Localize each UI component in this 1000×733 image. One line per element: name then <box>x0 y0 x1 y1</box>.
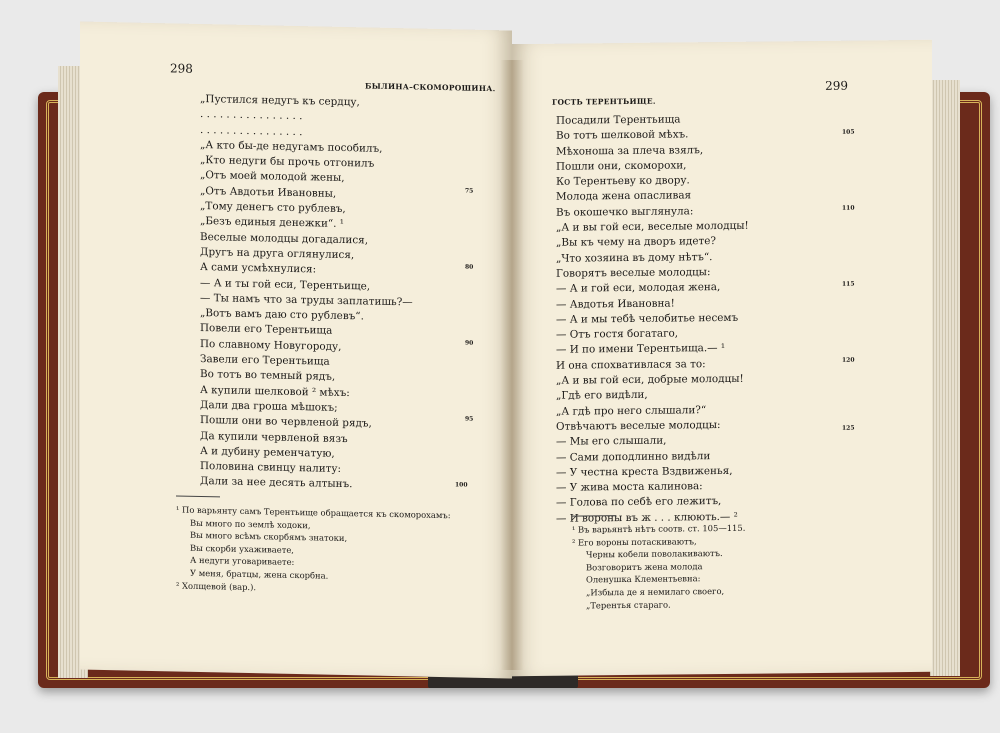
verse-line: „А и вы гой еси, веселые молодцы! <box>556 219 749 234</box>
verse-line: — Мы его слышали, <box>556 434 667 448</box>
verse-line: „Безъ единыя денежки“. ¹ <box>200 215 344 231</box>
verse-line: Говорятъ веселые молодцы: <box>556 266 711 280</box>
verse-line: Половина свинцу налиту: <box>200 460 341 476</box>
verse-line: . . . . . . . . . . . . . . . . <box>200 108 303 123</box>
line-number: 120 <box>842 356 855 364</box>
right-page <box>512 40 932 676</box>
running-head: ГОСТЬ ТЕРЕНТЬИЩЕ. <box>552 96 656 107</box>
footnote-line: Вы много всѣмъ скорбямъ знатоки, <box>190 529 348 544</box>
verse-line: Во тотъ во темный рядъ, <box>200 368 336 384</box>
page-block-right <box>930 80 960 676</box>
footnote-line: Возговоритъ жена молода <box>586 560 703 573</box>
verse-line: Молода жена опасливая <box>556 189 692 204</box>
verse-line: „Вотъ вамъ даю сто рублевъ“. <box>200 307 364 323</box>
verse-line: А сами усмѣхнулися: <box>200 261 317 276</box>
verse-line: „А и вы гой еси, добрые молодцы! <box>556 372 744 387</box>
verse-line: Другъ на друга оглянулися, <box>200 245 355 262</box>
line-number: 95 <box>465 415 474 423</box>
verse-line: Повели его Терентьища <box>200 322 333 338</box>
verse-line: И она спохвативлася за то: <box>556 357 706 372</box>
verse-line: — А и мы тебѣ челобитье несемъ <box>556 311 739 326</box>
verse-line: „Отъ Авдотьи Ивановны, <box>200 184 337 200</box>
verse-line: — А и гой еси, молодая жена, <box>556 281 721 296</box>
verse-line: — А и ты гой еси, Терентьище, <box>200 276 371 293</box>
verse-line: „Отъ моей молодой жены, <box>200 169 345 185</box>
verse-line: Въ окошечко выглянула: <box>556 205 694 219</box>
page-number: 299 <box>825 78 848 93</box>
verse-line: — У жива моста калинова: <box>556 480 703 494</box>
footnote-line: Вы скорби ухаживаете, <box>190 542 294 555</box>
verse-line: „А кто бы-де недугамъ пособилъ, <box>200 138 383 155</box>
verse-line: А купили шелковой ² мѣхъ: <box>200 383 350 399</box>
verse-line: Дали два гроша мѣшокъ; <box>200 398 338 414</box>
verse-line: — Ты намъ что за труды заплатишь?— <box>200 291 413 309</box>
verse-line: Ко Терентьеву ко двору. <box>556 174 690 188</box>
verse-line: . . . . . . . . . . . . . . . . <box>200 123 303 138</box>
verse-line: Во тотъ шелковой мѣхъ. <box>556 128 689 143</box>
footnotes <box>176 503 451 597</box>
footnote-line: Оленушка Клементьевна: <box>586 573 701 585</box>
verse-line: „А гдѣ про него слышали?“ <box>556 403 707 418</box>
footnotes <box>572 522 745 612</box>
left-page <box>80 21 512 678</box>
verse-line: Пошли они, скоморохи, <box>556 159 687 173</box>
footnote-line: „Избыла де я немилаго своего, <box>586 585 725 598</box>
book-gutter <box>500 60 524 670</box>
verse-line: Посадили Терентьища <box>556 113 681 127</box>
verse-line: „Тому денегъ сто рублевъ, <box>200 200 346 216</box>
line-number: 100 <box>455 481 468 489</box>
verse-line: „Пустился недугъ къ сердцу, <box>200 92 360 109</box>
line-number: 90 <box>465 339 474 347</box>
line-number: 105 <box>842 128 855 136</box>
line-number: 125 <box>842 424 855 432</box>
verse-line: „Кто недуги бы прочь отгонилъ <box>200 154 375 170</box>
line-number: 115 <box>842 280 855 288</box>
verse-line: Дали за нее десять алтынъ. <box>200 475 353 491</box>
verse-line: „Гдѣ его видѣли, <box>556 389 648 403</box>
verse-line: — Сами доподлинно видѣли <box>556 449 711 464</box>
verse-line: — Отъ гостя богатаго, <box>556 327 679 341</box>
verse-line: А и дубину ременчатую, <box>200 444 335 460</box>
footnote-line: У меня, братцы, жена скорбна. <box>190 567 329 581</box>
running-head: БЫЛИНА–СКОМОРОШИНА. <box>365 81 496 94</box>
verse-line: „Вы къ чему на дворъ идете? <box>556 235 716 250</box>
verse-line: Завели его Терентьища <box>200 353 330 368</box>
verse-lines <box>556 112 749 527</box>
footnote-line: ¹ Въ варьянтѣ нѣтъ соотв. ст. 105—115. <box>572 522 746 535</box>
footnote-line: А недуги уговариваете: <box>190 555 295 568</box>
verse-line: Веселые молодцы догадалися, <box>200 230 369 247</box>
footnote-line: ² Холщевой (вар.). <box>176 580 257 592</box>
footnote-line: „Терентья стараго. <box>586 599 671 610</box>
verse-line: Мѣхоноша за плеча взялъ, <box>556 143 704 158</box>
verse-line: „Что хозяина въ дому нѣтъ“. <box>556 250 713 265</box>
footnote-line: ² Его вороны потаскиваютъ, <box>572 535 697 548</box>
footnote-line: Черны кобели поволакиваютъ. <box>586 548 723 560</box>
verse-line: По славному Новугороду, <box>200 337 342 353</box>
verse-lines <box>200 92 413 494</box>
footnote-rule <box>176 495 220 497</box>
line-number: 75 <box>465 187 474 195</box>
line-number: 80 <box>465 263 474 271</box>
verse-line: Да купили червленой вязъ <box>200 429 348 445</box>
verse-line: Пошли они во червленой рядъ, <box>200 414 372 430</box>
line-number: 110 <box>842 204 855 212</box>
verse-line: — И вороны въ ж . . . клюють.— ² <box>556 510 738 525</box>
verse-line: — Авдотья Ивановна! <box>556 297 675 311</box>
verse-line: Отвѣчаютъ веселые молодцы: <box>556 418 721 433</box>
footnote-line: Вы много по землѣ ходоки, <box>190 517 311 530</box>
verse-line: — И по имени Терентьища.— ¹ <box>556 342 726 357</box>
footnote-line: ¹ По варьянту самъ Терентьище обращается къ скоморохамъ: <box>176 504 451 521</box>
verse-line: — У честна креста Вздвиженья, <box>556 464 733 479</box>
verse-line: — Голова по себѣ его лежитъ, <box>556 495 722 510</box>
page-number: 298 <box>170 61 193 76</box>
